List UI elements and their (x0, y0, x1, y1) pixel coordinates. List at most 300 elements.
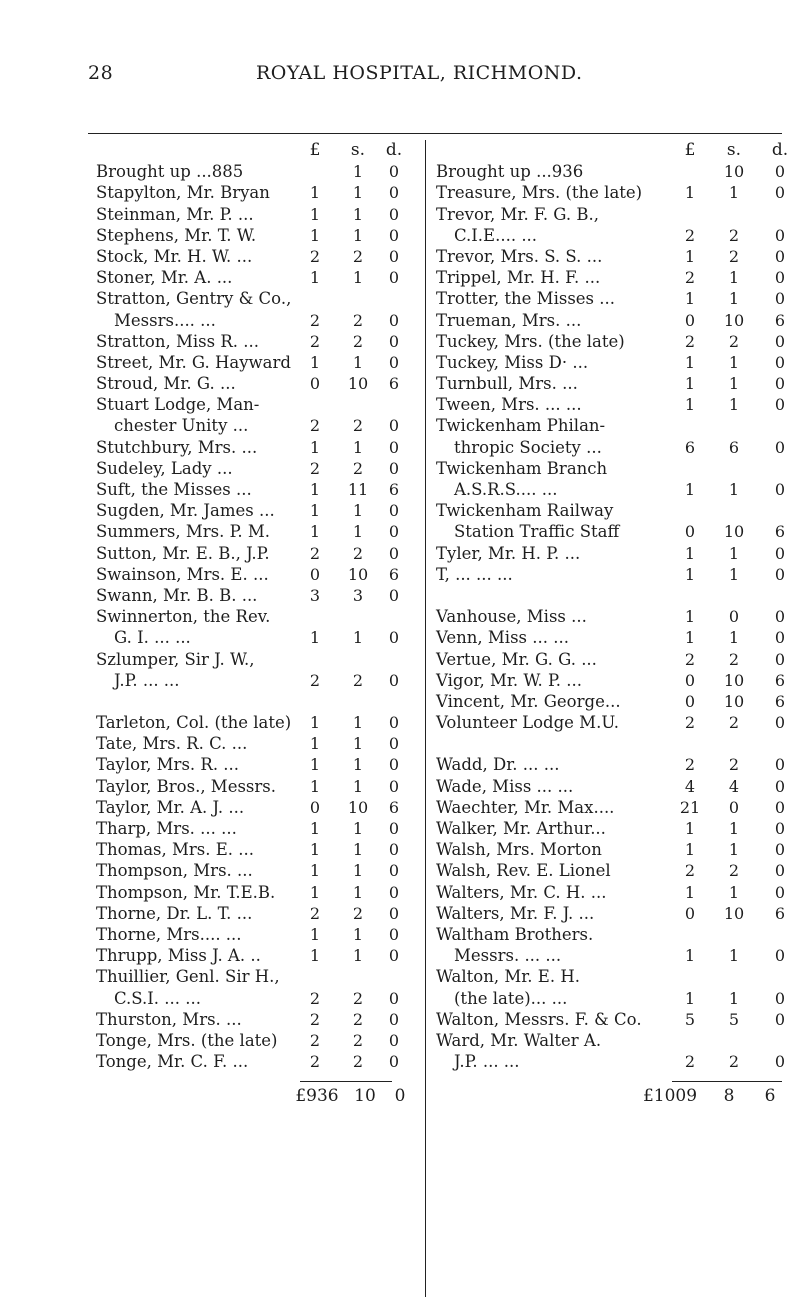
list-item (96, 161, 422, 182)
amount-pounds: 0 (684, 903, 696, 923)
right-column (436, 140, 801, 1072)
amount-shillings: 2 (728, 755, 740, 775)
amount-shillings: 1 (728, 352, 740, 372)
amount-pounds: 1 (309, 924, 321, 944)
amount-shillings: 1 (728, 819, 740, 838)
subscriber-name: Street, Mr. G. Hayward (96, 352, 291, 372)
amount-pence: 0 (774, 988, 786, 1008)
amount-shillings: 1 (352, 776, 364, 796)
list-item (436, 310, 801, 331)
list-item (436, 288, 801, 309)
subscriber-name: Walters, Mr. F. J. ... (436, 903, 595, 923)
amount-pounds: 2 (309, 1052, 321, 1072)
list-item (436, 479, 801, 500)
amount-pounds: 1 (309, 819, 321, 838)
list-item (436, 415, 801, 436)
list-item (96, 182, 422, 203)
subscriber-name: Stutchbury, Mrs. ... (96, 437, 258, 457)
list-item (96, 649, 422, 670)
amount-pence: 0 (774, 395, 786, 415)
amount-pence: 0 (774, 246, 786, 266)
amount-shillings: 1 (352, 522, 364, 542)
amount-pence: 6 (388, 374, 400, 394)
list-item (96, 776, 422, 797)
amount-pence: 0 (388, 755, 400, 775)
amount-pence: 0 (774, 162, 786, 182)
list-item (436, 606, 801, 627)
amount-shillings: 10 (347, 797, 369, 817)
subscriber-name: Vigor, Mr. W. P. ... (436, 670, 582, 690)
amount-pounds: 1 (684, 289, 696, 309)
amount-pence: 0 (388, 310, 400, 330)
amount-pounds: 0 (309, 797, 321, 817)
subscriber-name: Messrs. ... ... (454, 946, 562, 966)
list-item (96, 585, 422, 606)
amount-pence: 0 (388, 246, 400, 266)
amount-shillings: 1 (352, 183, 364, 203)
amount-pounds: 2 (684, 713, 696, 733)
amount-shillings: 0 (728, 607, 740, 627)
subscriber-name: Stratton, Miss R. ... (96, 331, 259, 351)
amount-pence: 0 (388, 861, 400, 881)
subscriber-name: Tate, Mrs. R. C. ... (96, 734, 248, 754)
amount-pence: 0 (388, 162, 400, 182)
amount-pounds: 2 (309, 458, 321, 478)
amount-shillings: 1 (728, 543, 740, 563)
subscriber-name: Walker, Mr. Arthur... (436, 819, 606, 838)
amount-pence: 6 (388, 480, 400, 499)
list-item (436, 1009, 801, 1030)
subscriber-name: Thompson, Mr. T.E.B. (96, 882, 276, 902)
amount-pence: 0 (774, 649, 786, 669)
amount-shillings: 1 (352, 713, 364, 733)
amount-pounds: 1 (684, 374, 696, 394)
list-item (436, 882, 801, 903)
amount-pence: 0 (388, 1009, 400, 1029)
amount-shillings: 2 (352, 903, 364, 923)
subscriber-name: Swinnerton, the Rev. (96, 607, 271, 627)
amount-shillings: 2 (352, 310, 364, 330)
list-item (436, 818, 801, 839)
amount-pence: 0 (388, 670, 400, 690)
list-item (96, 267, 422, 288)
list-item (96, 204, 422, 225)
list-item (436, 521, 801, 542)
subscriber-name: Thuillier, Genl. Sir H., (96, 967, 280, 987)
amount-pounds: 1 (684, 564, 696, 584)
right-total-pounds: £1009 (642, 1086, 698, 1106)
list-item (96, 606, 422, 627)
amount-pence: 0 (774, 543, 786, 563)
list-item (96, 415, 422, 436)
list-item (436, 691, 801, 712)
amount-pence: 6 (774, 691, 786, 711)
amount-pence: 0 (388, 713, 400, 733)
subscriber-name: Trevor, Mrs. S. S. ... (436, 246, 603, 266)
amount-pounds: 2 (309, 1030, 321, 1050)
amount-pence: 0 (388, 204, 400, 224)
amount-pounds: 1 (684, 840, 696, 860)
subscriber-name: Twickenham Railway (436, 501, 614, 521)
amount-pence: 0 (388, 437, 400, 457)
amount-pence: 0 (388, 776, 400, 796)
amount-pence: 0 (774, 1052, 786, 1072)
amount-pounds: 1 (684, 543, 696, 563)
amount-pence: 0 (388, 988, 400, 1008)
list-item (436, 1030, 801, 1051)
amount-pounds: 2 (309, 1009, 321, 1029)
amount-shillings: 1 (728, 480, 740, 499)
left-total-pence: 0 (394, 1086, 406, 1106)
amount-pounds: 2 (684, 225, 696, 245)
amount-shillings: 1 (352, 628, 364, 648)
subscriber-name: Stroud, Mr. G. ... (96, 374, 236, 394)
list-item (436, 182, 801, 203)
list-item (436, 797, 801, 818)
amount-pence: 0 (388, 1052, 400, 1072)
amount-pounds: 1 (684, 246, 696, 266)
subscriber-name: Sudeley, Lady ... (96, 458, 233, 478)
amount-pence: 0 (774, 819, 786, 838)
amount-pounds: 1 (309, 204, 321, 224)
list-item (96, 479, 422, 500)
amount-pounds: 1 (309, 713, 321, 733)
subscriber-name: Stephens, Mr. T. W. (96, 225, 257, 245)
amount-shillings: 1 (352, 924, 364, 944)
list-item (96, 860, 422, 881)
amount-shillings: 2 (728, 713, 740, 733)
amount-pounds: 1 (309, 268, 321, 288)
amount-pence: 0 (774, 289, 786, 309)
amount-pence: 0 (388, 924, 400, 944)
column-divider (425, 140, 426, 1297)
amount-shillings: 1 (728, 988, 740, 1008)
right-currency-heading (436, 140, 801, 161)
amount-pence: 6 (774, 310, 786, 330)
amount-pounds: 1 (309, 225, 321, 245)
amount-pounds: 0 (309, 564, 321, 584)
subscriber-name: Szlumper, Sir J. W., (96, 649, 255, 669)
amount-pence: 0 (774, 628, 786, 648)
amount-pounds: 2 (309, 543, 321, 563)
amount-pence: 0 (388, 585, 400, 605)
amount-pence: 0 (774, 225, 786, 245)
subscriber-name: Suft, the Misses ... (96, 480, 252, 499)
list-item (96, 966, 422, 987)
amount-pence: 6 (388, 797, 400, 817)
list-item (436, 670, 801, 691)
subscriber-name: Steinman, Mr. P. ... (96, 204, 254, 224)
subscriber-name: Walters, Mr. C. H. ... (436, 882, 607, 902)
amount-shillings: 1 (728, 840, 740, 860)
subscriber-name: Tween, Mrs. ... ... (436, 395, 582, 415)
amount-pounds: 1 (684, 395, 696, 415)
list-item (436, 225, 801, 246)
subscriber-name: Tonge, Mrs. (the late) (96, 1030, 278, 1050)
list-item (96, 331, 422, 352)
left-total-rule (300, 1081, 392, 1082)
left-total-pounds: £936 (295, 1086, 339, 1106)
subscriber-name: Taylor, Mr. A. J. ... (96, 797, 245, 817)
subscriber-name: Treasure, Mrs. (the late) (436, 183, 643, 203)
subscriber-name: Trippel, Mr. H. F. ... (436, 268, 601, 288)
list-item (436, 585, 801, 606)
amount-shillings: 2 (352, 1052, 364, 1072)
amount-shillings: 0 (728, 797, 740, 817)
page-title: ROYAL HOSPITAL, RICHMOND. (256, 62, 583, 84)
list-item (436, 564, 801, 585)
amount-shillings: 1 (352, 946, 364, 966)
amount-pence: 0 (774, 797, 786, 817)
amount-pounds: 1 (684, 882, 696, 902)
list-item (96, 924, 422, 945)
subscriber-name: Volunteer Lodge M.U. (436, 713, 619, 733)
subscriber-name: Thrupp, Miss J. A. .. (96, 946, 261, 966)
heading-l: £ (684, 140, 696, 160)
amount-pounds: 1 (684, 352, 696, 372)
amount-shillings: 1 (352, 162, 364, 182)
amount-pounds: 1 (684, 607, 696, 627)
amount-pounds: 0 (309, 374, 321, 394)
subscriber-name: J.P. ... ... (454, 1052, 520, 1072)
subscriber-name: Taylor, Bros., Messrs. (96, 776, 277, 796)
amount-shillings: 11 (347, 480, 369, 499)
subscriber-name: Vanhouse, Miss ... (436, 607, 587, 627)
amount-shillings: 1 (728, 289, 740, 309)
list-item (96, 882, 422, 903)
amount-pence: 0 (774, 861, 786, 881)
list-item (436, 839, 801, 860)
amount-pounds: 2 (309, 416, 321, 436)
amount-pounds: 2 (684, 755, 696, 775)
subscriber-name: Thorne, Mrs.... ... (96, 924, 242, 944)
amount-shillings: 1 (352, 819, 364, 838)
subscriber-name: Wadd, Dr. ... ... (436, 755, 560, 775)
subscriber-name: Walsh, Mrs. Morton (436, 840, 602, 860)
amount-pounds: 1 (309, 501, 321, 521)
amount-pence: 0 (774, 564, 786, 584)
amount-pence: 0 (388, 522, 400, 542)
amount-shillings: 2 (352, 988, 364, 1008)
amount-pounds: 1 (684, 183, 696, 203)
amount-pounds: 1 (309, 437, 321, 457)
heading-s: s. (350, 140, 366, 160)
subscriber-name: Stapylton, Mr. Bryan (96, 183, 270, 203)
subscriber-name: Thomas, Mrs. E. ... (96, 840, 255, 860)
list-item (96, 288, 422, 309)
subscriber-name: Vertue, Mr. G. G. ... (436, 649, 597, 669)
amount-pounds: 1 (309, 522, 321, 542)
list-item (96, 1030, 422, 1051)
list-item (96, 988, 422, 1009)
amount-pence: 6 (774, 670, 786, 690)
list-item (96, 733, 422, 754)
list-item (96, 458, 422, 479)
amount-shillings: 1 (352, 501, 364, 521)
list-item (96, 839, 422, 860)
amount-pounds: 2 (684, 649, 696, 669)
list-item (96, 521, 422, 542)
subscriber-name: Twickenham Branch (436, 458, 608, 478)
amount-shillings: 1 (728, 564, 740, 584)
amount-shillings: 2 (352, 1009, 364, 1029)
subscriber-name: Stuart Lodge, Man- (96, 395, 260, 415)
amount-shillings: 2 (352, 670, 364, 690)
list-item (436, 437, 801, 458)
subscriber-name: (the late)... ... (454, 988, 568, 1008)
amount-shillings: 2 (728, 1052, 740, 1072)
subscriber-name: Stock, Mr. H. W. ... (96, 246, 253, 266)
right-total-shillings: 8 (723, 1086, 735, 1106)
amount-pence: 0 (388, 501, 400, 521)
amount-pence: 6 (388, 564, 400, 584)
subscriber-name: Thorne, Dr. L. T. ... (96, 903, 253, 923)
list-item (436, 1051, 801, 1072)
amount-pence: 0 (388, 416, 400, 436)
amount-shillings: 2 (728, 649, 740, 669)
subscriber-name: Walton, Messrs. F. & Co. (436, 1009, 642, 1029)
list-item (436, 394, 801, 415)
subscriber-name: chester Unity ... (114, 416, 249, 436)
list-item (436, 733, 801, 754)
subscriber-name: Sugden, Mr. James ... (96, 501, 275, 521)
subscriber-name: Stoner, Mr. A. ... (96, 268, 233, 288)
list-item (96, 310, 422, 331)
list-item (436, 627, 801, 648)
amount-pence: 0 (774, 840, 786, 860)
amount-shillings: 10 (723, 310, 745, 330)
list-item (436, 649, 801, 670)
heading-d: d. (385, 140, 403, 160)
list-item (96, 543, 422, 564)
amount-pence: 0 (774, 331, 786, 351)
amount-shillings: 10 (723, 903, 745, 923)
amount-shillings: 1 (352, 734, 364, 754)
amount-shillings: 4 (728, 776, 740, 796)
amount-shillings: 1 (728, 268, 740, 288)
list-item (96, 437, 422, 458)
list-item (436, 373, 801, 394)
right-total-pence: 6 (764, 1086, 776, 1106)
amount-pounds: 5 (684, 1009, 696, 1029)
subscriber-name: Messrs.... ... (114, 310, 216, 330)
subscriber-name: Station Traffic Staff (454, 522, 620, 542)
amount-pence: 0 (388, 628, 400, 648)
amount-pence: 0 (774, 607, 786, 627)
amount-pounds: 2 (309, 670, 321, 690)
amount-shillings: 1 (352, 352, 364, 372)
amount-pence: 0 (388, 458, 400, 478)
amount-shillings: 2 (352, 246, 364, 266)
amount-pounds: 1 (309, 755, 321, 775)
amount-shillings: 2 (352, 1030, 364, 1050)
amount-shillings: 10 (723, 162, 745, 182)
subscriber-name: Stratton, Gentry & Co., (96, 289, 292, 309)
subscriber-name: Thompson, Mrs. ... (96, 861, 253, 881)
amount-shillings: 2 (352, 543, 364, 563)
amount-pounds: 1 (684, 946, 696, 966)
amount-pence: 0 (388, 1030, 400, 1050)
subscriber-name: Walton, Mr. E. H. (436, 967, 580, 987)
amount-pence: 0 (774, 713, 786, 733)
list-item (96, 903, 422, 924)
subscriber-name: Waechter, Mr. Max.... (436, 797, 615, 817)
amount-pence: 0 (388, 331, 400, 351)
amount-shillings: 5 (728, 1009, 740, 1029)
amount-pence: 0 (388, 840, 400, 860)
list-item (96, 500, 422, 521)
subscriber-name: Trueman, Mrs. ... (436, 310, 582, 330)
subscriber-name: Summers, Mrs. P. M. (96, 522, 270, 542)
amount-pounds: 0 (684, 522, 696, 542)
amount-shillings: 1 (728, 183, 740, 203)
subscriber-name: Tuckey, Mrs. (the late) (436, 331, 625, 351)
amount-pence: 0 (774, 183, 786, 203)
subscriber-name: C.S.I. ... ... (114, 988, 201, 1008)
amount-pounds: 21 (679, 797, 701, 817)
amount-shillings: 1 (728, 882, 740, 902)
left-column (96, 140, 422, 1072)
amount-pence: 0 (388, 225, 400, 245)
amount-pence: 0 (388, 903, 400, 923)
amount-pence: 0 (774, 946, 786, 966)
amount-pounds: 0 (684, 310, 696, 330)
list-item (436, 860, 801, 881)
amount-shillings: 2 (352, 331, 364, 351)
list-item (436, 945, 801, 966)
list-item (436, 500, 801, 521)
subscriber-name: Ward, Mr. Walter A. (436, 1030, 602, 1050)
list-item (96, 564, 422, 585)
amount-pounds: 2 (684, 331, 696, 351)
amount-shillings: 1 (352, 755, 364, 775)
amount-pounds: 2 (684, 268, 696, 288)
list-item (96, 754, 422, 775)
amount-shillings: 10 (347, 564, 369, 584)
subscriber-name: J.P. ... ... (114, 670, 180, 690)
list-item (436, 267, 801, 288)
subscriber-name: Sutton, Mr. E. B., J.P. (96, 543, 270, 563)
subscriber-name: Turnbull, Mrs. ... (436, 374, 578, 394)
amount-shillings: 1 (728, 374, 740, 394)
amount-shillings: 2 (728, 225, 740, 245)
amount-pence: 0 (774, 268, 786, 288)
amount-pence: 6 (774, 522, 786, 542)
list-item (96, 945, 422, 966)
subscriber-name: Trotter, the Misses ... (436, 289, 616, 309)
amount-pence: 0 (388, 268, 400, 288)
subscriber-name: Wade, Miss ... ... (436, 776, 574, 796)
amount-pounds: 2 (309, 310, 321, 330)
subscriber-name: A.S.R.S.... ... (454, 480, 558, 499)
list-item (436, 331, 801, 352)
amount-pence: 0 (774, 480, 786, 499)
subscriber-name: Tonge, Mr. C. F. ... (96, 1052, 249, 1072)
subscriber-name: T, ... ... ... (436, 564, 513, 584)
list-item (436, 776, 801, 797)
subscriber-name: Tharp, Mrs. ... ... (96, 819, 237, 838)
amount-pence: 0 (388, 352, 400, 372)
amount-pounds: 2 (309, 331, 321, 351)
list-item (96, 691, 422, 712)
subscriber-name: Swainson, Mrs. E. ... (96, 564, 269, 584)
amount-pence: 0 (774, 776, 786, 796)
list-item (96, 818, 422, 839)
amount-pounds: 1 (309, 882, 321, 902)
subscriber-name: Venn, Miss ... ... (436, 628, 569, 648)
list-item (96, 1009, 422, 1030)
amount-pounds: 1 (309, 946, 321, 966)
